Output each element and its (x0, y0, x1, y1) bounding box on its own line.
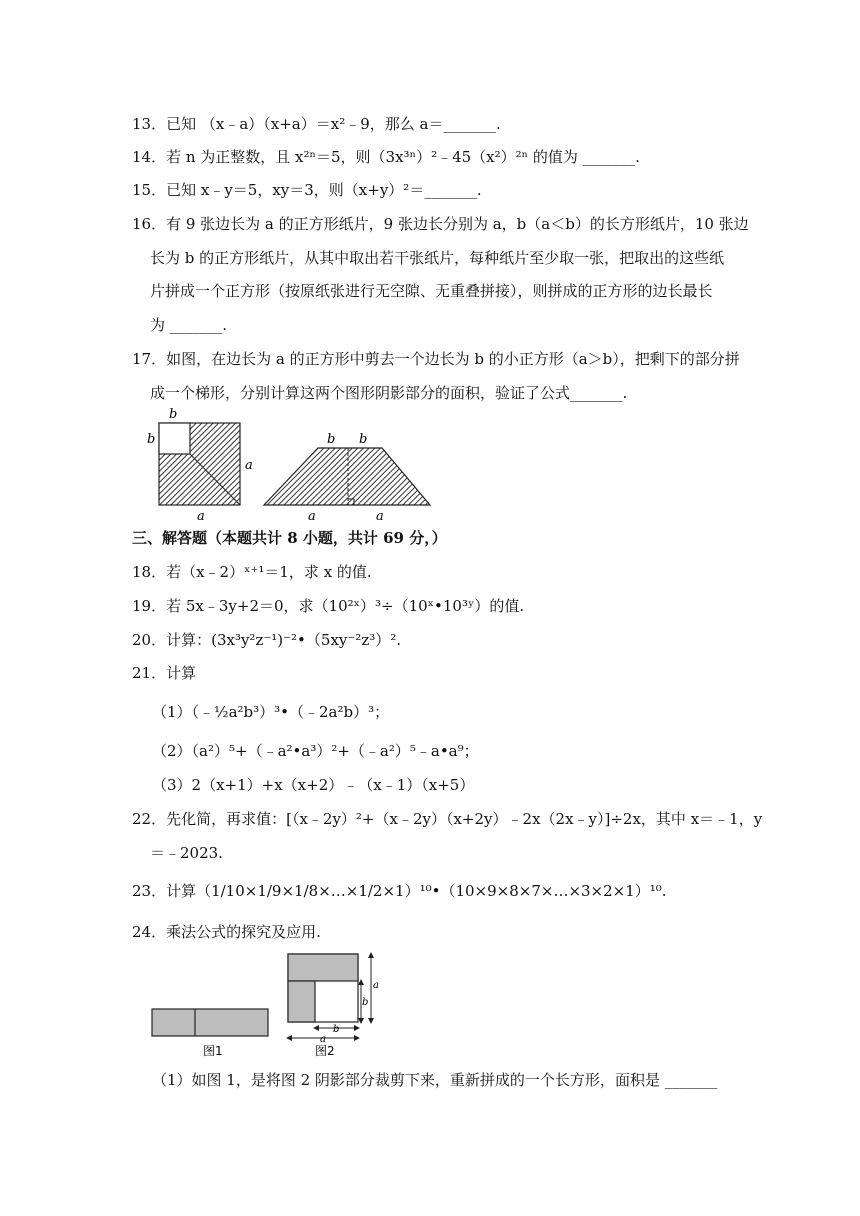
question-16-line-1: 16．有 9 张边长为 a 的正方形纸片，9 张边长分别为 a，b（a＜b）的长方形纸片，10 张边 (132, 215, 749, 233)
question-21-part-1: （1）（﹣½a²b³）³•（﹣2a²b）³； (152, 703, 390, 721)
label-trap-a1: a (308, 509, 316, 524)
label-a-right: a (245, 458, 253, 473)
label-trap-b2: b (359, 432, 368, 447)
label-b-top: b (169, 407, 178, 422)
question-24: 24．乘法公式的探究及应用. (132, 923, 321, 941)
fig1-rectangle (152, 1009, 268, 1036)
arrow-right-icon (354, 1025, 360, 1031)
section-3-heading: 三、解答题（本题共计 8 小题，共计 69 分，） (132, 529, 447, 547)
arrow-left-icon (286, 1035, 292, 1041)
question-17-line-1: 17．如图，在边长为 a 的正方形中剪去一个边长为 b 的小正方形（a＞b），把剩下的部分拼 (132, 350, 740, 368)
question-13: 13．已知 （x﹣a）（x+a）＝x²﹣9，那么 a＝_______. (132, 115, 501, 133)
fig1-caption: 图1 (203, 1044, 223, 1058)
question-19: 19．若 5x﹣3y+2＝0，求（10²ˣ）³÷（10ˣ•10³ʸ）的值. (132, 597, 525, 615)
arrow-down-icon (358, 1018, 364, 1024)
label-b-left: b (147, 432, 156, 447)
question-17-line-2: 成一个梯形，分别计算这两个图形阴影部分的面积，验证了公式_______. (150, 384, 628, 402)
fig2-shaded-top (288, 954, 358, 981)
label-a-bottom: a (197, 509, 205, 524)
arrow-right-icon (354, 1035, 360, 1041)
fig2-label-b-bottom: b (333, 1024, 340, 1035)
figure-17 (140, 405, 450, 525)
trapezoid (264, 448, 430, 505)
arrow-left-icon (313, 1025, 319, 1031)
fig2-shaded-left (288, 981, 315, 1022)
fig2-caption: 图2 (315, 1044, 335, 1058)
question-16-line-2: 长为 b 的正方形纸片，从其中取出若干张纸片，每种纸片至少取一张，把取出的这些纸 (150, 249, 725, 267)
question-16-line-3: 片拼成一个正方形（按原纸张进行无空隙、无重叠拼接），则拼成的正方形的边长最长 (150, 282, 713, 300)
question-20: 20．计算：(3x³y²z⁻¹)⁻²•（5xy⁻²z³）². (132, 631, 402, 649)
fig2-label-b-right: b (362, 997, 369, 1008)
question-21: 21．计算 (132, 664, 197, 682)
label-trap-b1: b (327, 432, 336, 447)
question-21-part-2: （2）（a²）⁵+（﹣a²•a³）²+（﹣a²）⁵﹣a•a⁹； (152, 742, 479, 760)
question-22-line-1: 22．先化简，再求值：[（x﹣2y）²+（x﹣2y）（x+2y）﹣2x（2x﹣y）]÷2x，其中 x＝﹣1，y (132, 810, 763, 828)
question-22-line-2: ＝﹣2023. (150, 844, 223, 862)
arrow-down-icon (368, 1018, 374, 1024)
figure-24 (145, 948, 395, 1063)
question-24-part-1: （1）如图 1，是将图 2 阴影部分裁剪下来，重新拼成的一个长方形，面积是 _______ (152, 1071, 718, 1089)
question-15: 15．已知 x﹣y＝5，xy＝3，则（x+y）²＝_______. (132, 181, 482, 199)
question-18: 18．若（x﹣2）ˣ⁺¹＝1，求 x 的值. (132, 563, 372, 581)
question-23: 23．计算（1/10×1/9×1/8×…×1/2×1）¹⁰•（10×9×8×7×…×3×2×1）¹⁰. (132, 882, 667, 900)
small-square (159, 423, 190, 454)
fig2-label-a-right: a (373, 980, 379, 991)
arrow-up-icon (368, 952, 374, 958)
fig2-label-a-bottom: a (320, 1034, 326, 1045)
arrow-up-icon (358, 979, 364, 985)
question-14: 14．若 n 为正整数，且 x²ⁿ＝5，则（3x³ⁿ）²﹣45（x²）²ⁿ 的值为 _______. (132, 148, 640, 166)
label-trap-a2: a (376, 509, 384, 524)
question-16-line-4: 为 _______. (150, 316, 228, 334)
question-21-part-3: （3）2（x+1）+x（x+2）﹣（x﹣1）（x+5） (152, 776, 475, 794)
